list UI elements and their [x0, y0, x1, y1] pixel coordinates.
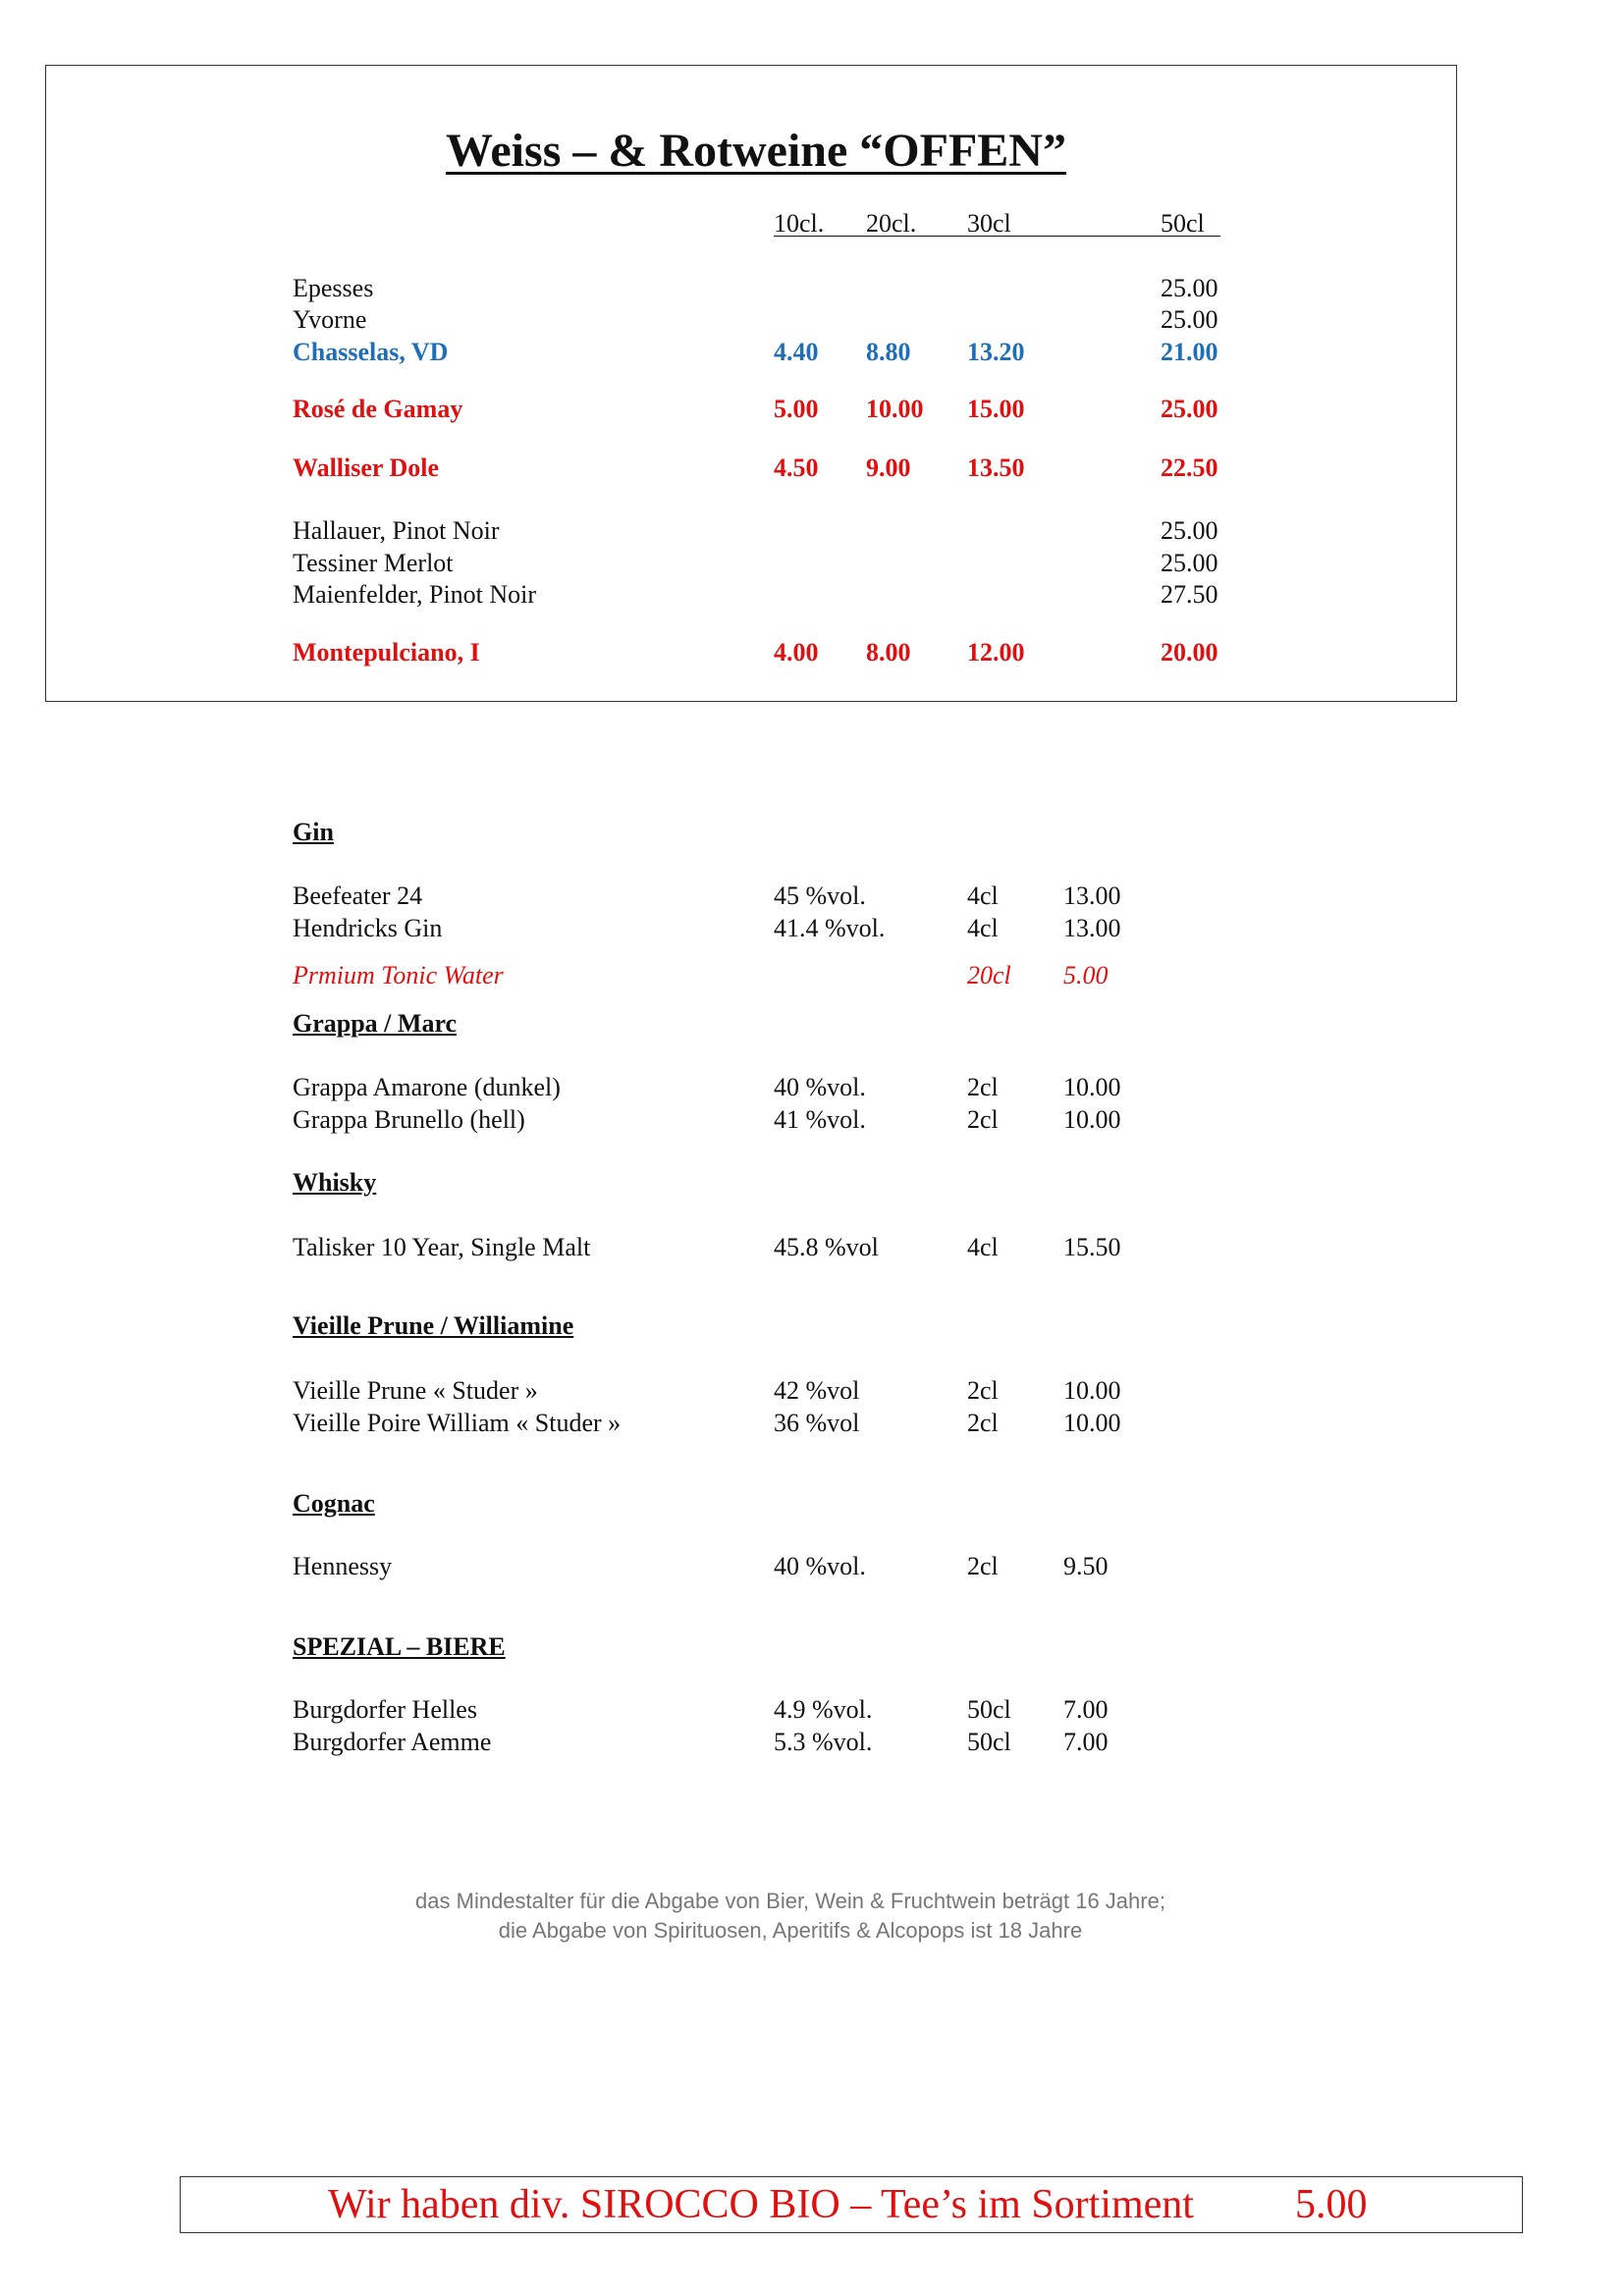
spirit-price: 7.00 [1063, 1728, 1109, 1756]
spirit-abv: 40 %vol. [774, 1552, 866, 1580]
section-heading: Gin [293, 818, 334, 846]
spirit-abv: 42 %vol [774, 1376, 860, 1405]
wine-price: 21.00 [1161, 338, 1218, 366]
wine-price: 9.00 [866, 454, 911, 482]
spirit-abv: 45.8 %vol [774, 1233, 879, 1261]
section-heading: Grappa / Marc [293, 1009, 458, 1038]
spirit-abv: 36 %vol [774, 1409, 860, 1437]
spirit-size: 2cl [967, 1409, 999, 1437]
spirit-abv: 45 %vol. [774, 881, 866, 910]
wine-price: 8.00 [866, 638, 911, 667]
wine-price: 20.00 [1161, 638, 1218, 667]
wine-name: Epesses [293, 274, 374, 302]
wine-price: 12.00 [967, 638, 1025, 667]
spirit-size: 2cl [967, 1105, 999, 1134]
wine-price: 13.50 [967, 454, 1025, 482]
column-header: 30cl [967, 209, 1011, 238]
spirit-name: Prmium Tonic Water [293, 961, 504, 989]
spirit-name: Burgdorfer Helles [293, 1695, 477, 1724]
spirit-name: Hennessy [293, 1552, 393, 1580]
spirit-price: 15.50 [1063, 1233, 1121, 1261]
wine-price: 4.40 [774, 338, 819, 366]
tea-text: Wir haben div. SIROCCO BIO – Tee’s im Sortiment [328, 2182, 1194, 2227]
wine-price: 8.80 [866, 338, 911, 366]
column-header: 10cl. [774, 209, 825, 238]
section-heading: SPEZIAL – BIERE [293, 1632, 506, 1661]
spirit-price: 5.00 [1063, 961, 1109, 989]
wine-price: 22.50 [1161, 454, 1218, 482]
wine-name: Maienfelder, Pinot Noir [293, 580, 537, 609]
wine-name: Hallauer, Pinot Noir [293, 516, 500, 545]
spirit-name: Grappa Amarone (dunkel) [293, 1073, 561, 1101]
spirit-price: 13.00 [1063, 914, 1121, 942]
column-header: 50cl [1161, 209, 1205, 238]
spirit-size: 4cl [967, 1233, 999, 1261]
spirit-size: 50cl [967, 1728, 1011, 1756]
section-heading: Cognac [293, 1489, 375, 1518]
wine-name: Walliser Dole [293, 454, 440, 482]
spirit-abv: 40 %vol. [774, 1073, 866, 1101]
wine-price: 4.00 [774, 638, 819, 667]
spirit-name: Beefeater 24 [293, 881, 423, 910]
wine-name: Tessiner Merlot [293, 549, 454, 577]
spirit-price: 10.00 [1063, 1409, 1121, 1437]
wine-price: 15.00 [967, 395, 1025, 423]
spirit-size: 2cl [967, 1073, 999, 1101]
age-note-line-2: die Abgabe von Spirituosen, Aperitifs & Alcopops ist 18 Jahre [498, 1918, 1083, 1943]
spirit-size: 4cl [967, 914, 999, 942]
wine-name: Rosé de Gamay [293, 395, 463, 423]
spirit-abv: 41.4 %vol. [774, 914, 886, 942]
spirit-name: Vieille Prune « Studer » [293, 1376, 538, 1405]
spirit-abv: 41 %vol. [774, 1105, 866, 1134]
spirit-abv: 5.3 %vol. [774, 1728, 873, 1756]
spirit-size: 20cl [967, 961, 1011, 989]
spirit-price: 7.00 [1063, 1695, 1109, 1724]
tea-price: 5.00 [1295, 2182, 1368, 2227]
wine-price: 4.50 [774, 454, 819, 482]
spirit-name: Hendricks Gin [293, 914, 443, 942]
spirit-size: 2cl [967, 1376, 999, 1405]
spirit-price: 9.50 [1063, 1552, 1109, 1580]
spirit-size: 50cl [967, 1695, 1011, 1724]
section-heading: Vieille Prune / Williamine [293, 1311, 574, 1340]
page-title: Weiss – & Rotweine “OFFEN” [446, 125, 1066, 177]
wine-price: 25.00 [1161, 549, 1218, 577]
wine-name: Montepulciano, I [293, 638, 480, 667]
spirit-name: Vieille Poire William « Studer » [293, 1409, 622, 1437]
wine-price: 25.00 [1161, 516, 1218, 545]
wine-price: 5.00 [774, 395, 819, 423]
wine-price: 13.20 [967, 338, 1025, 366]
spirit-price: 10.00 [1063, 1073, 1121, 1101]
spirit-abv: 4.9 %vol. [774, 1695, 873, 1724]
spirit-price: 10.00 [1063, 1376, 1121, 1405]
spirit-name: Talisker 10 Year, Single Malt [293, 1233, 591, 1261]
spirit-size: 4cl [967, 881, 999, 910]
wine-price: 25.00 [1161, 395, 1218, 423]
section-heading: Whisky [293, 1168, 377, 1197]
spirit-size: 2cl [967, 1552, 999, 1580]
column-header: 20cl. [866, 209, 917, 238]
spirit-name: Burgdorfer Aemme [293, 1728, 492, 1756]
wine-name: Chasselas, VD [293, 338, 449, 366]
spirit-name: Grappa Brunello (hell) [293, 1105, 525, 1134]
wine-name: Yvorne [293, 305, 367, 334]
wine-price: 27.50 [1161, 580, 1218, 609]
spirit-price: 13.00 [1063, 881, 1121, 910]
age-note-line-1: das Mindestalter für die Abgabe von Bier, Wein & Fruchtwein beträgt 16 Jahre; [415, 1889, 1165, 1913]
spirit-price: 10.00 [1063, 1105, 1121, 1134]
wine-price: 25.00 [1161, 274, 1218, 302]
wine-price: 25.00 [1161, 305, 1218, 334]
wine-price: 10.00 [866, 395, 924, 423]
